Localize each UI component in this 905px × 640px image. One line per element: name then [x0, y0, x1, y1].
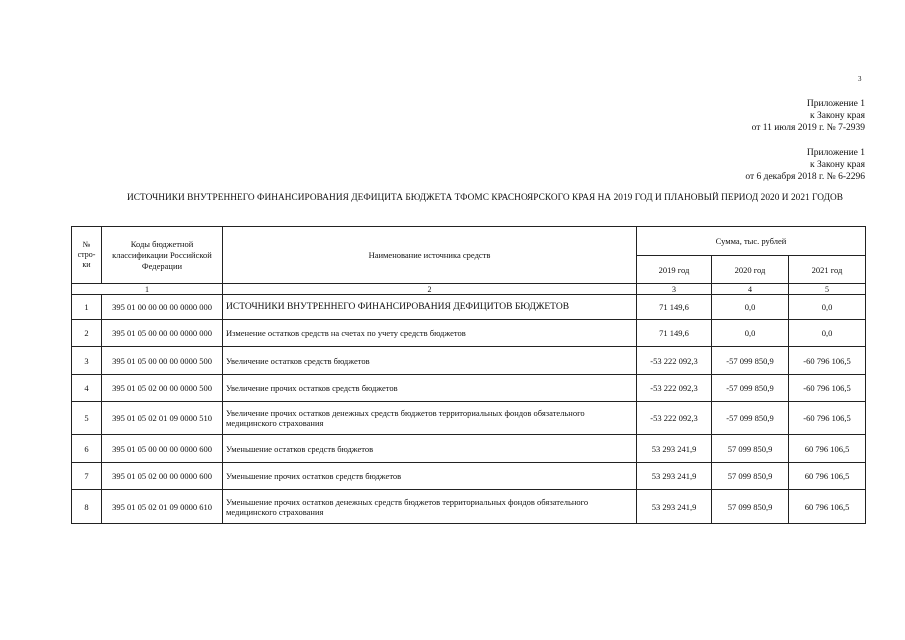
row-value-2020: 57 099 850,9 [712, 435, 789, 463]
table-row [72, 463, 866, 490]
row-number: 1 [72, 295, 102, 320]
document-title: ИСТОЧНИКИ ВНУТРЕННЕГО ФИНАНСИРОВАНИЯ ДЕФИЦИТА БЮДЖЕТА ТФОМС КРАСНОЯРСКОГО КРАЯ НА 2019 ГОД И ПЛАНОВЫЙ ПЕРИОД 2020 И 2021 ГОДОВ [126, 193, 844, 203]
column-number-2: 2 [223, 284, 637, 295]
row-value-2020: -57 099 850,9 [712, 347, 789, 375]
appendix-previous-line2: к Закону края [809, 160, 865, 170]
row-value-2021: -60 796 106,5 [789, 347, 866, 375]
row-code: 395 01 05 00 00 00 0000 000 [102, 320, 223, 347]
row-value-2019: 53 293 241,9 [637, 435, 712, 463]
row-code: 395 01 05 00 00 00 0000 500 [102, 347, 223, 375]
row-value-2019: 53 293 241,9 [637, 463, 712, 490]
row-value-2021: 60 796 106,5 [789, 463, 866, 490]
row-value-2019: 53 293 241,9 [637, 490, 712, 524]
row-value-2019: 71 149,6 [637, 295, 712, 320]
row-source-name: Уменьшение остатков средств бюджетов [223, 435, 637, 463]
row-source-name: Уменьшение прочих остатков денежных средств бюджетов территориальных фондов обязательного медицинского страхования [223, 490, 637, 524]
row-value-2019: 71 149,6 [637, 320, 712, 347]
header-amount: Сумма, тыс. рублей [637, 227, 866, 256]
row-code: 395 01 05 02 00 00 0000 600 [102, 463, 223, 490]
row-source-name: Изменение остатков средств на счетах по учету средств бюджетов [223, 320, 637, 347]
row-source-name: ИСТОЧНИКИ ВНУТРЕННЕГО ФИНАНСИРОВАНИЯ ДЕФИЦИТОВ БЮДЖЕТОВ [223, 295, 637, 320]
sources-table [71, 226, 866, 524]
row-number: 8 [72, 490, 102, 524]
row-value-2020: -57 099 850,9 [712, 375, 789, 402]
row-number: 2 [72, 320, 102, 347]
header-2020: 2020 год [712, 256, 789, 284]
row-code: 395 01 05 02 01 09 0000 510 [102, 402, 223, 435]
row-value-2021: 60 796 106,5 [789, 490, 866, 524]
header-code: Коды бюджетной классификации Российской Федерации [102, 227, 223, 284]
row-number: 4 [72, 375, 102, 402]
appendix-current [752, 98, 865, 134]
table-row [72, 295, 866, 320]
row-value-2021: 0,0 [789, 295, 866, 320]
row-number: 3 [72, 347, 102, 375]
table-body [72, 295, 866, 524]
row-number: 7 [72, 463, 102, 490]
row-code: 395 01 05 00 00 00 0000 600 [102, 435, 223, 463]
row-source-name: Увеличение прочих остатков средств бюджетов [223, 375, 637, 402]
row-value-2019: -53 222 092,3 [637, 375, 712, 402]
row-number: 6 [72, 435, 102, 463]
header-name: Наименование источника средств [223, 227, 637, 284]
column-number-4: 4 [712, 284, 789, 295]
appendix-previous [745, 147, 865, 183]
table-row [72, 402, 866, 435]
table-header [72, 227, 866, 295]
row-value-2021: 0,0 [789, 320, 866, 347]
row-value-2019: -53 222 092,3 [637, 347, 712, 375]
table-row [72, 490, 866, 524]
row-value-2021: 60 796 106,5 [789, 435, 866, 463]
appendix-previous-line3: от 6 декабря 2018 г. № 6-2296 [745, 172, 865, 182]
appendix-current-line3: от 11 июля 2019 г. № 7-2939 [751, 123, 865, 133]
appendix-previous-line1: Приложение 1 [806, 148, 865, 158]
row-value-2020: 57 099 850,9 [712, 463, 789, 490]
header-row-no: № стро-ки [72, 227, 102, 284]
table-row [72, 375, 866, 402]
header-2019: 2019 год [637, 256, 712, 284]
row-value-2021: -60 796 106,5 [789, 375, 866, 402]
row-code: 395 01 00 00 00 00 0000 000 [102, 295, 223, 320]
appendix-current-line1: Приложение 1 [806, 99, 865, 109]
table-row [72, 435, 866, 463]
row-value-2021: -60 796 106,5 [789, 402, 866, 435]
row-number: 5 [72, 402, 102, 435]
row-source-name: Увеличение остатков средств бюджетов [223, 347, 637, 375]
row-code: 395 01 05 02 01 09 0000 610 [102, 490, 223, 524]
row-value-2019: -53 222 092,3 [637, 402, 712, 435]
page-number: 3 [858, 75, 862, 83]
column-number-1: 1 [72, 284, 223, 295]
row-code: 395 01 05 02 00 00 0000 500 [102, 375, 223, 402]
row-value-2020: -57 099 850,9 [712, 402, 789, 435]
row-value-2020: 0,0 [712, 320, 789, 347]
row-source-name: Увеличение прочих остатков денежных средств бюджетов территориальных фондов обязательного медицинского страхования [223, 402, 637, 435]
appendix-current-line2: к Закону края [809, 111, 865, 121]
column-number-5: 5 [789, 284, 866, 295]
table-row [72, 320, 866, 347]
row-value-2020: 57 099 850,9 [712, 490, 789, 524]
row-value-2020: 0,0 [712, 295, 789, 320]
header-2021: 2021 год [789, 256, 866, 284]
column-number-3: 3 [637, 284, 712, 295]
row-source-name: Уменьшение прочих остатков средств бюджетов [223, 463, 637, 490]
table-row [72, 347, 866, 375]
